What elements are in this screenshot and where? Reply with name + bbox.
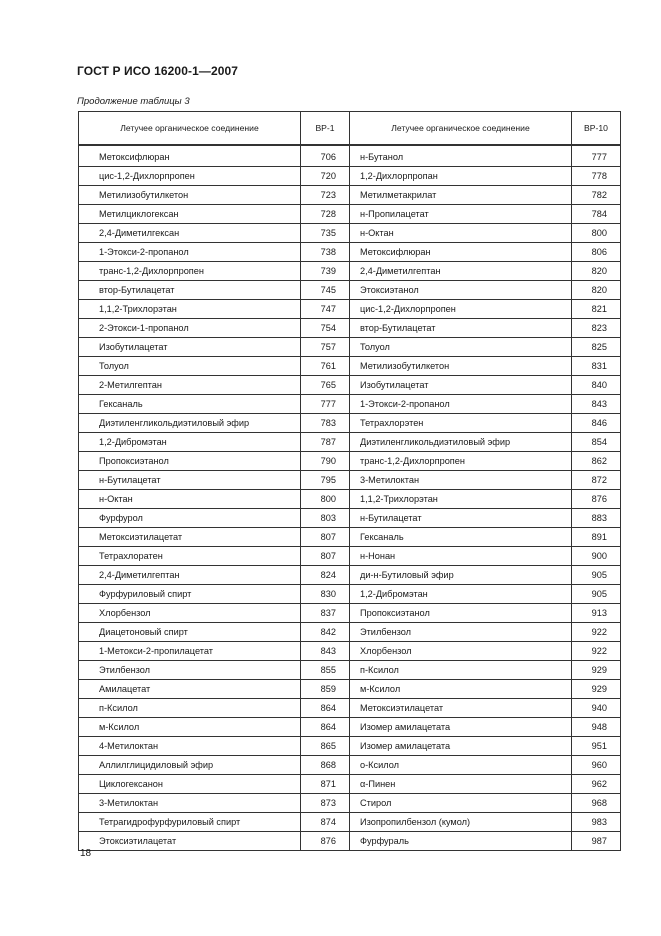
retention-bp1-cell: 864 — [301, 718, 350, 737]
column-header-compound-2: Летучее органическое соединение — [350, 112, 572, 146]
retention-bp10-cell: 872 — [572, 471, 621, 490]
table-row — [79, 604, 621, 623]
compound-bp10-cell: Тетрахлорэтен — [350, 414, 572, 433]
retention-bp10-cell: 940 — [572, 699, 621, 718]
table-row — [79, 186, 621, 205]
compound-bp10-cell: Гексаналь — [350, 528, 572, 547]
retention-bp10-cell: 876 — [572, 490, 621, 509]
retention-bp10-cell: 913 — [572, 604, 621, 623]
column-header-bp10: BP-10 — [572, 112, 621, 146]
retention-bp1-cell: 830 — [301, 585, 350, 604]
retention-bp1-cell: 783 — [301, 414, 350, 433]
retention-bp1-cell: 843 — [301, 642, 350, 661]
compound-bp10-cell: 1-Этокси-2-пропанол — [350, 395, 572, 414]
table-row — [79, 832, 621, 851]
table-row — [79, 661, 621, 680]
compound-bp10-cell: н-Бутанол — [350, 145, 572, 167]
compound-bp1-cell: Аллилглицидиловый эфир — [79, 756, 301, 775]
compound-bp10-cell: 1,2-Дихлорпропан — [350, 167, 572, 186]
page-number: 18 — [80, 848, 92, 859]
table-caption: Продолжение таблицы 3 — [77, 96, 190, 107]
retention-bp1-cell: 738 — [301, 243, 350, 262]
table-row — [79, 452, 621, 471]
compound-bp10-cell: Метоксиэтилацетат — [350, 699, 572, 718]
retention-bp10-cell: 948 — [572, 718, 621, 737]
retention-bp1-cell: 747 — [301, 300, 350, 319]
table-row — [79, 528, 621, 547]
compound-bp1-cell: цис-1,2-Дихлорпропен — [79, 167, 301, 186]
table-row — [79, 205, 621, 224]
retention-bp1-cell: 723 — [301, 186, 350, 205]
retention-bp10-cell: 922 — [572, 642, 621, 661]
retention-bp1-cell: 873 — [301, 794, 350, 813]
retention-bp10-cell: 929 — [572, 661, 621, 680]
retention-bp1-cell: 871 — [301, 775, 350, 794]
compound-bp1-cell: 2-Этокси-1-пропанол — [79, 319, 301, 338]
retention-bp1-cell: 754 — [301, 319, 350, 338]
table-row — [79, 794, 621, 813]
compound-bp1-cell: Тетрахлоратен — [79, 547, 301, 566]
retention-bp10-cell: 846 — [572, 414, 621, 433]
compound-bp10-cell: о-Ксилол — [350, 756, 572, 775]
compound-bp10-cell: Этилбензол — [350, 623, 572, 642]
compound-bp10-cell: Этоксиэтанол — [350, 281, 572, 300]
retention-bp1-cell: 837 — [301, 604, 350, 623]
compound-bp1-cell: 1,1,2-Трихлорэтан — [79, 300, 301, 319]
compound-bp1-cell: Пропоксиэтанол — [79, 452, 301, 471]
table-row — [79, 699, 621, 718]
compound-bp1-cell: Диацетоновый спирт — [79, 623, 301, 642]
retention-bp10-cell: 922 — [572, 623, 621, 642]
compound-bp1-cell: 2,4-Диметилгептан — [79, 566, 301, 585]
retention-bp10-cell: 951 — [572, 737, 621, 756]
retention-bp10-cell: 891 — [572, 528, 621, 547]
retention-bp1-cell: 807 — [301, 528, 350, 547]
retention-bp10-cell: 905 — [572, 566, 621, 585]
compound-bp10-cell: н-Бутилацетат — [350, 509, 572, 528]
table-row — [79, 433, 621, 452]
retention-bp1-cell: 739 — [301, 262, 350, 281]
compound-bp1-cell: 1,2-Дибромэтан — [79, 433, 301, 452]
table-row — [79, 319, 621, 338]
retention-bp1-cell: 865 — [301, 737, 350, 756]
retention-bp10-cell: 800 — [572, 224, 621, 243]
compound-bp1-cell: Гексаналь — [79, 395, 301, 414]
compound-bp10-cell: н-Октан — [350, 224, 572, 243]
compound-bp10-cell: н-Пропилацетат — [350, 205, 572, 224]
table-row — [79, 718, 621, 737]
compound-bp1-cell: Фурфуриловый спирт — [79, 585, 301, 604]
table-row — [79, 775, 621, 794]
retention-bp10-cell: 843 — [572, 395, 621, 414]
retention-bp1-cell: 795 — [301, 471, 350, 490]
retention-bp1-cell: 761 — [301, 357, 350, 376]
compound-bp1-cell: н-Октан — [79, 490, 301, 509]
compound-bp10-cell: цис-1,2-Дихлорпропен — [350, 300, 572, 319]
compound-bp10-cell: 3-Метилоктан — [350, 471, 572, 490]
compound-bp1-cell: 1-Метокси-2-пропилацетат — [79, 642, 301, 661]
retention-bp1-cell: 864 — [301, 699, 350, 718]
retention-bp1-cell: 777 — [301, 395, 350, 414]
compound-bp10-cell: Диэтиленгликольдиэтиловый эфир — [350, 433, 572, 452]
compound-bp1-cell: Метилизобутилкетон — [79, 186, 301, 205]
retention-bp1-cell: 859 — [301, 680, 350, 699]
compound-bp10-cell: п-Ксилол — [350, 661, 572, 680]
compound-bp10-cell: Изомер амилацетата — [350, 718, 572, 737]
retention-bp10-cell: 784 — [572, 205, 621, 224]
table-row — [79, 357, 621, 376]
retention-bp1-cell: 800 — [301, 490, 350, 509]
table-row — [79, 642, 621, 661]
table-row — [79, 167, 621, 186]
retention-bp1-cell: 868 — [301, 756, 350, 775]
retention-bp1-cell: 824 — [301, 566, 350, 585]
compound-bp10-cell: α-Пинен — [350, 775, 572, 794]
compound-bp10-cell: втор-Бутилацетат — [350, 319, 572, 338]
retention-bp1-cell: 735 — [301, 224, 350, 243]
retention-bp10-cell: 962 — [572, 775, 621, 794]
table-row — [79, 395, 621, 414]
table-row — [79, 756, 621, 775]
retention-bp10-cell: 821 — [572, 300, 621, 319]
retention-bp1-cell: 757 — [301, 338, 350, 357]
compound-bp1-cell: Тетрагидрофурфуриловый спирт — [79, 813, 301, 832]
retention-bp10-cell: 778 — [572, 167, 621, 186]
retention-bp10-cell: 840 — [572, 376, 621, 395]
table-row — [79, 338, 621, 357]
retention-bp1-cell: 803 — [301, 509, 350, 528]
retention-bp10-cell: 983 — [572, 813, 621, 832]
compound-bp10-cell: Толуол — [350, 338, 572, 357]
retention-bp10-cell: 825 — [572, 338, 621, 357]
compound-bp1-cell: Диэтиленгликольдиэтиловый эфир — [79, 414, 301, 433]
compound-bp1-cell: п-Ксилол — [79, 699, 301, 718]
compound-bp10-cell: Хлорбензол — [350, 642, 572, 661]
retention-bp10-cell: 987 — [572, 832, 621, 851]
compound-bp10-cell: ди-н-Бутиловый эфир — [350, 566, 572, 585]
compound-bp1-cell: м-Ксилол — [79, 718, 301, 737]
compound-bp1-cell: Этоксиэтилацетат — [79, 832, 301, 851]
retention-bp1-cell: 706 — [301, 145, 350, 167]
table-header-row — [79, 112, 621, 146]
retention-bp10-cell: 900 — [572, 547, 621, 566]
retention-bp10-cell: 862 — [572, 452, 621, 471]
compound-bp10-cell: Фурфураль — [350, 832, 572, 851]
retention-bp10-cell: 854 — [572, 433, 621, 452]
retention-bp1-cell: 842 — [301, 623, 350, 642]
retention-bp1-cell: 790 — [301, 452, 350, 471]
compound-bp1-cell: Фурфурол — [79, 509, 301, 528]
compound-bp1-cell: Хлорбензол — [79, 604, 301, 623]
compound-bp1-cell: 4-Метилоктан — [79, 737, 301, 756]
retention-bp10-cell: 929 — [572, 680, 621, 699]
retention-bp10-cell: 777 — [572, 145, 621, 167]
compound-bp10-cell: транс-1,2-Дихлорпропен — [350, 452, 572, 471]
compound-bp10-cell: Метилметакрилат — [350, 186, 572, 205]
compound-bp1-cell: Метоксифлюран — [79, 145, 301, 167]
compound-bp10-cell: Стирол — [350, 794, 572, 813]
retention-bp10-cell: 883 — [572, 509, 621, 528]
compound-bp1-cell: н-Бутилацетат — [79, 471, 301, 490]
table-row — [79, 414, 621, 433]
compound-bp10-cell: Метилизобутилкетон — [350, 357, 572, 376]
table-body — [79, 145, 621, 851]
compound-bp10-cell: Изомер амилацетата — [350, 737, 572, 756]
retention-bp1-cell: 787 — [301, 433, 350, 452]
compound-bp10-cell: Изопропилбензол (кумол) — [350, 813, 572, 832]
compound-bp1-cell: 3-Метилоктан — [79, 794, 301, 813]
table-row — [79, 737, 621, 756]
retention-bp1-cell: 745 — [301, 281, 350, 300]
retention-bp1-cell: 874 — [301, 813, 350, 832]
compound-bp10-cell: Пропоксиэтанол — [350, 604, 572, 623]
compound-bp1-cell: 1-Этокси-2-пропанол — [79, 243, 301, 262]
table-row — [79, 680, 621, 699]
table-row — [79, 471, 621, 490]
retention-bp1-cell: 855 — [301, 661, 350, 680]
retention-bp1-cell: 807 — [301, 547, 350, 566]
retention-bp10-cell: 905 — [572, 585, 621, 604]
table-row — [79, 509, 621, 528]
compound-bp1-cell: Этилбензол — [79, 661, 301, 680]
retention-bp10-cell: 782 — [572, 186, 621, 205]
retention-bp1-cell: 728 — [301, 205, 350, 224]
retention-bp1-cell: 765 — [301, 376, 350, 395]
compound-bp1-cell: Изобутилацетат — [79, 338, 301, 357]
compound-bp1-cell: Амилацетат — [79, 680, 301, 699]
table-row — [79, 490, 621, 509]
column-header-compound-1: Летучее органическое соединение — [79, 112, 301, 146]
compound-bp10-cell: м-Ксилол — [350, 680, 572, 699]
compound-bp1-cell: транс-1,2-Дихлорпропен — [79, 262, 301, 281]
compound-bp10-cell: 1,2-Дибромэтан — [350, 585, 572, 604]
retention-bp10-cell: 960 — [572, 756, 621, 775]
column-header-bp1: BP-1 — [301, 112, 350, 146]
retention-bp10-cell: 823 — [572, 319, 621, 338]
voc-retention-table — [78, 111, 621, 851]
table-row — [79, 262, 621, 281]
compound-bp1-cell: Метоксиэтилацетат — [79, 528, 301, 547]
compound-bp1-cell: 2-Метилгептан — [79, 376, 301, 395]
compound-bp10-cell: Изобутилацетат — [350, 376, 572, 395]
table-row — [79, 243, 621, 262]
retention-bp10-cell: 820 — [572, 281, 621, 300]
retention-bp10-cell: 968 — [572, 794, 621, 813]
document-title: ГОСТ Р ИСО 16200-1—2007 — [77, 64, 239, 78]
compound-bp10-cell: н-Нонан — [350, 547, 572, 566]
retention-bp10-cell: 831 — [572, 357, 621, 376]
table-row — [79, 585, 621, 604]
compound-bp1-cell: Циклогексанон — [79, 775, 301, 794]
compound-bp10-cell: Метоксифлюран — [350, 243, 572, 262]
table-row — [79, 623, 621, 642]
retention-bp1-cell: 720 — [301, 167, 350, 186]
table-row — [79, 300, 621, 319]
table-row — [79, 145, 621, 167]
compound-bp1-cell: Метилциклогексан — [79, 205, 301, 224]
compound-bp1-cell: 2,4-Диметилгексан — [79, 224, 301, 243]
compound-bp10-cell: 1,1,2-Трихлорэтан — [350, 490, 572, 509]
table-row — [79, 224, 621, 243]
table-row — [79, 376, 621, 395]
table-row — [79, 566, 621, 585]
compound-bp10-cell: 2,4-Диметилгептан — [350, 262, 572, 281]
table-row — [79, 281, 621, 300]
retention-bp10-cell: 806 — [572, 243, 621, 262]
table-row — [79, 547, 621, 566]
table-row — [79, 813, 621, 832]
retention-bp1-cell: 876 — [301, 832, 350, 851]
compound-bp1-cell: Толуол — [79, 357, 301, 376]
retention-bp10-cell: 820 — [572, 262, 621, 281]
compound-bp1-cell: втор-Бутилацетат — [79, 281, 301, 300]
